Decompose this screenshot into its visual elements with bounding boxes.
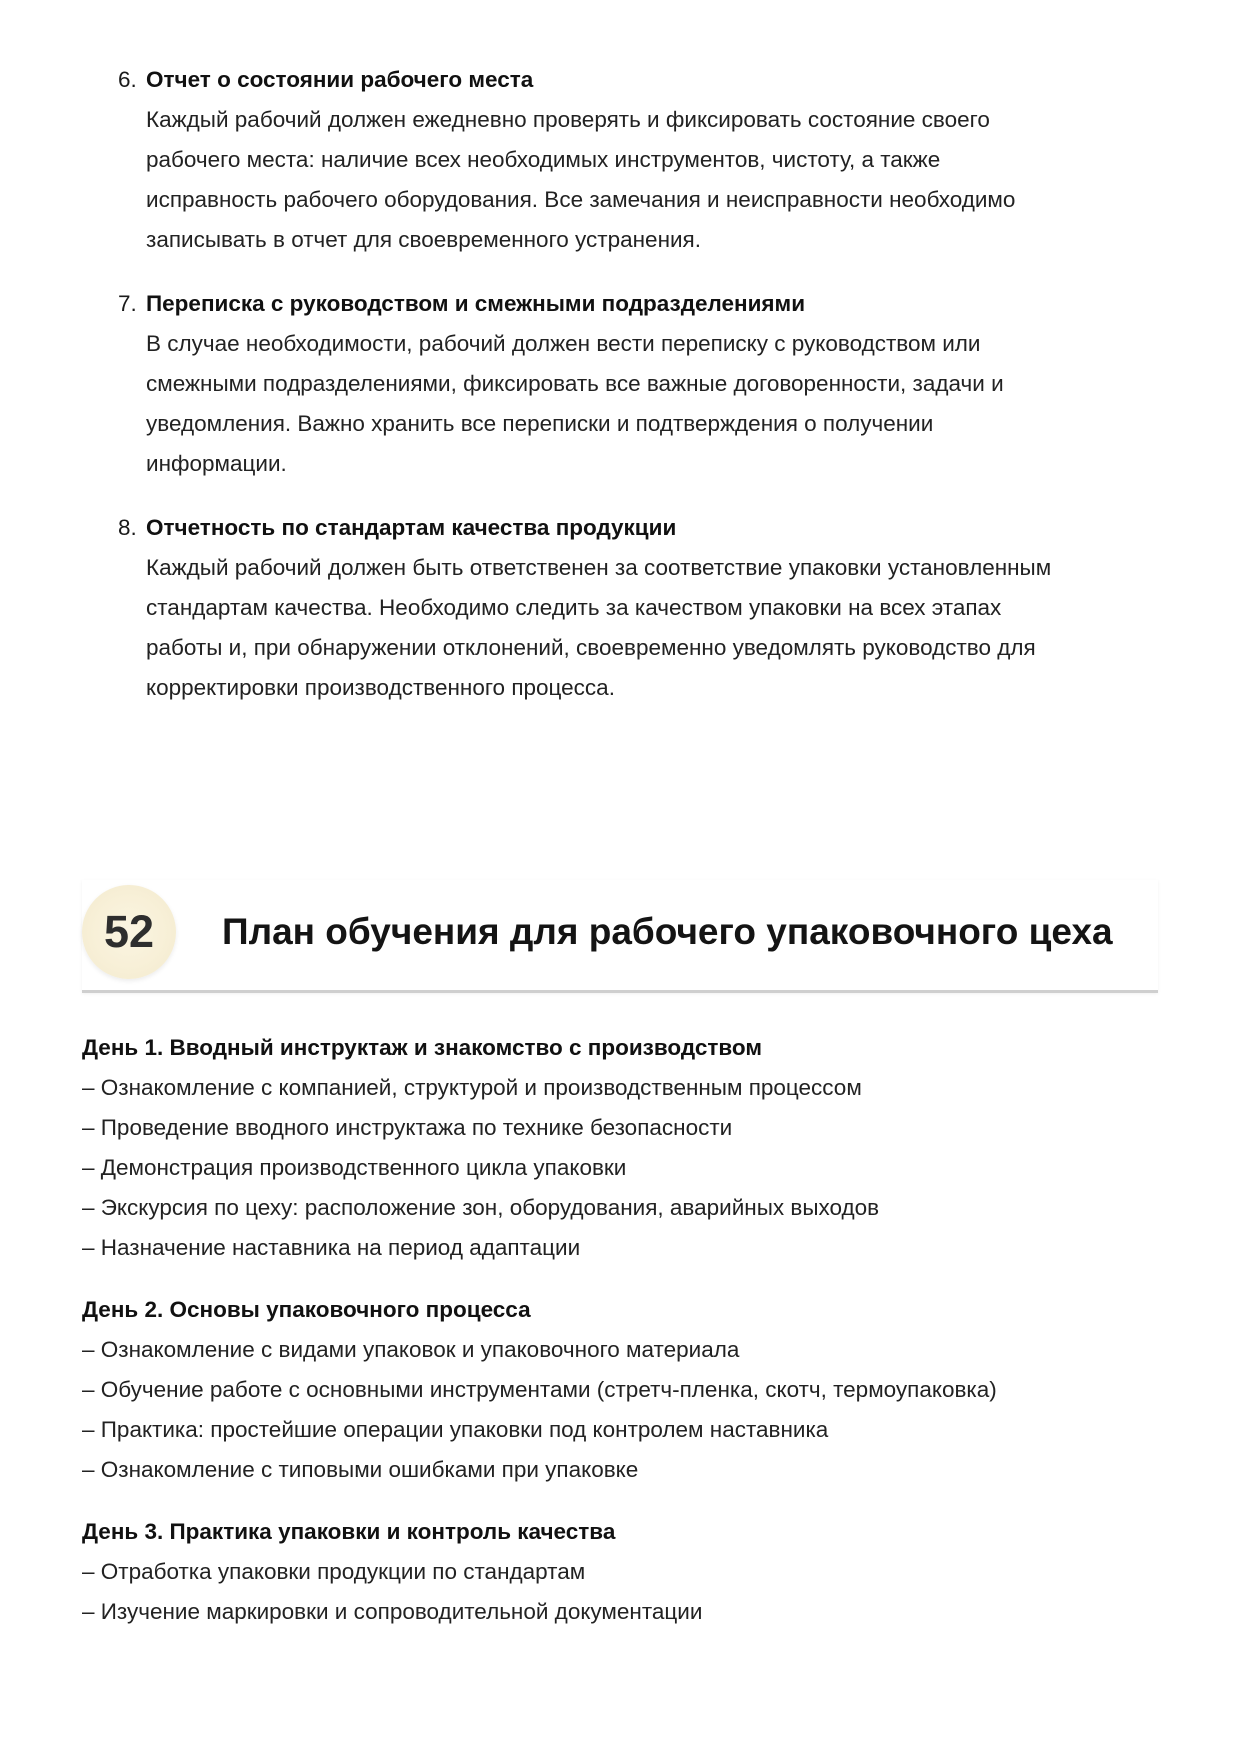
day-block [82, 1290, 1162, 1490]
day-heading: День 2. Основы упаковочного процесса [82, 1297, 531, 1322]
list-item-line: записывать в отчет для своевременного устранения. [146, 227, 701, 252]
list-item-line: Каждый рабочий должен быть ответственен за соответствие упаковки установленным [146, 555, 1052, 580]
day-item: – Практика: простейшие операции упаковки под контролем наставника [82, 1417, 829, 1442]
list-item [118, 508, 1168, 708]
list-item-line: смежными подразделениями, фиксировать все важные договоренности, задачи и [146, 371, 1004, 396]
list-item-line: информации. [146, 451, 287, 476]
list-item [118, 60, 1168, 260]
training-plan [82, 1028, 1162, 1654]
list-item-line: уведомления. Важно хранить все переписки и подтверждения о получении [146, 411, 934, 436]
list-item-line: исправность рабочего оборудования. Все замечания и неисправности необходимо [146, 187, 1016, 212]
day-item: – Отработка упаковки продукции по стандартам [82, 1559, 586, 1584]
day-item: – Обучение работе с основными инструментами (стретч-пленка, скотч, термоупаковка) [82, 1377, 997, 1402]
day-item: – Ознакомление с видами упаковок и упаковочного материала [82, 1337, 740, 1362]
day-item: – Проведение вводного инструктажа по технике безопасности [82, 1115, 733, 1140]
day-item: – Демонстрация производственного цикла упаковки [82, 1155, 627, 1180]
list-item-title: Переписка с руководством и смежными подразделениями [146, 291, 806, 316]
list-item-number: 7. [118, 291, 137, 316]
list-item [118, 284, 1168, 484]
day-item: – Экскурсия по цеху: расположение зон, оборудования, аварийных выходов [82, 1195, 880, 1220]
numbered-list [118, 60, 1168, 732]
list-item-number: 8. [118, 515, 137, 540]
list-item-line: рабочего места: наличие всех необходимых инструментов, чистоту, а также [146, 147, 941, 172]
day-block [82, 1028, 1162, 1268]
day-item: – Ознакомление с типовыми ошибками при упаковке [82, 1457, 639, 1482]
section-number-badge: 52 [82, 885, 176, 979]
day-item: – Назначение наставника на период адаптации [82, 1235, 581, 1260]
list-item-line: Каждый рабочий должен ежедневно проверять и фиксировать состояние своего [146, 107, 990, 132]
list-item-line: стандартам качества. Необходимо следить за качеством упаковки на всех этапах [146, 595, 1002, 620]
section-header [82, 880, 1158, 993]
day-item: – Изучение маркировки и сопроводительной документации [82, 1599, 703, 1624]
list-item-line: работы и, при обнаружении отклонений, своевременно уведомлять руководство для [146, 635, 1036, 660]
section-title: План обучения для рабочего упаковочного цеха [222, 911, 1113, 952]
day-heading: День 1. Вводный инструктаж и знакомство с производством [82, 1035, 762, 1060]
list-item-title: Отчет о состоянии рабочего места [146, 67, 534, 92]
list-item-number: 6. [118, 67, 137, 92]
day-item: – Ознакомление с компанией, структурой и производственным процессом [82, 1075, 862, 1100]
list-item-title: Отчетность по стандартам качества продукции [146, 515, 677, 540]
list-item-line: В случае необходимости, рабочий должен вести переписку с руководством или [146, 331, 981, 356]
day-block [82, 1512, 1162, 1632]
list-item-line: корректировки производственного процесса. [146, 675, 615, 700]
day-heading: День 3. Практика упаковки и контроль качества [82, 1519, 616, 1544]
